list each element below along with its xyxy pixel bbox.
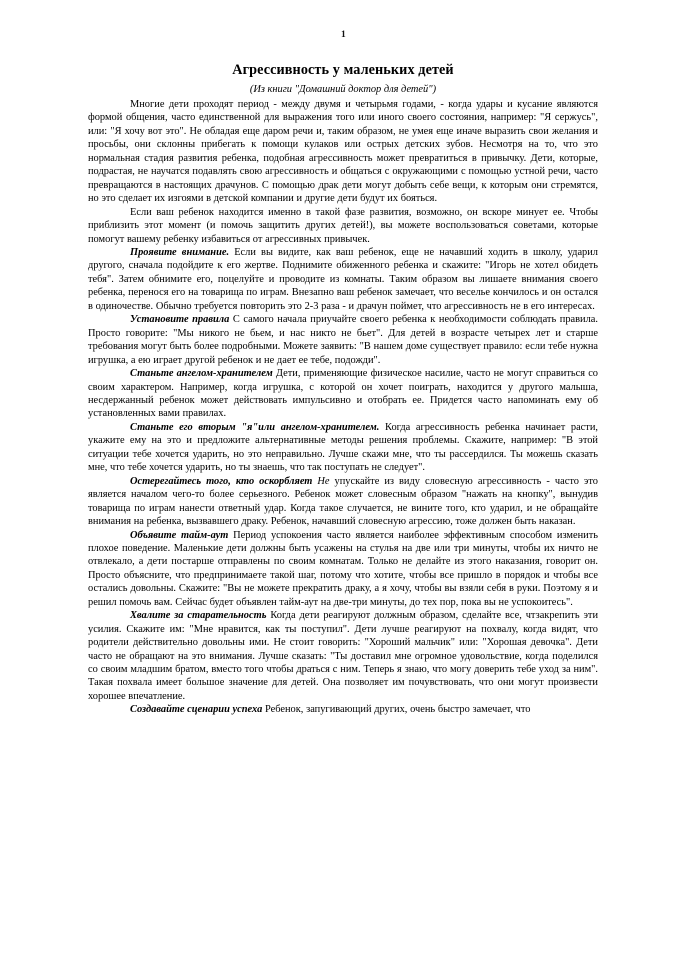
paragraph-heading: Станьте ангелом-хранителем — [130, 368, 273, 380]
page-number: 1 — [341, 30, 346, 40]
paragraph-heading: Хвалите за старательность — [130, 610, 267, 622]
document-content — [88, 62, 598, 717]
paragraph-text: Если ваш ребенок находится именно в такой фазе развития, возможно, он вскоре минует ее. Чтобы приблизить этот момент (и помочь защитить других детей!), вы можете воспользоваться советами, которые помогут вашему ребенку избавиться от агрессивных привычек. — [88, 206, 598, 245]
paragraph-text: Многие дети проходят период - между двумя и четырьмя годами, - когда удары и кусание являются формой общения, часто единственной для выражения того или иного своего состояния, например: "Я сержусь", или: "Я хочу вот это". Не обладая еще даром речи и, таким образом, не умея еще иначе выразить свои желания и просьбы, они склонны прибегать к помощи кулаков или острых детских зубов. Несмотря на то, что это нормальная стадия развития ребенка, подобная агрессивность может превратиться в привычку. Дети, которые, подрастая, не научатся подавлять свою агрессивность и общаться с окружающими с помощью устной речи, часто превращаются в настоящих драчунов. С помощью драк дети могут добыть себе вещи, к которым они стремятся, но это сделает их изгоями в детской компании и другие дети будут их бояться. — [88, 99, 598, 205]
paragraph — [88, 609, 598, 703]
paragraph — [88, 313, 598, 367]
document-subtitle: (Из книги "Домашний доктор для детей") — [249, 84, 437, 95]
paragraph-text: упускайте из виду словесную агрессивность - часто это является началом чего-то более серьезного. Ребенок может словесным образом "нажать на кнопку", вынудив товарища по играм нанести ответный удар. Когда такое случается, не вините того, кто ударил, и не обращайте внимания на ребенка, вызвавшего драку. Ребенок, начавший словесную агрессию, тоже должен быть наказан. — [88, 475, 598, 528]
paragraph-heading: Проявите внимание. — [130, 246, 230, 258]
paragraph — [88, 98, 598, 206]
paragraph — [88, 367, 598, 421]
paragraph-text: Когда дети реагируют должным образом, сделайте все, чтзакрепить эти усилия. Скажите им: "Мне нравится, как ты поступил". Дети лучше реагируют на похвалу, когда видят, что родители действительно довольны ими. Не стоит говорить: "Хороший мальчик" или: "Хорошая девочка". Дети часто не обращают на это внимания. Лучше сказать: "Ты доставил мне огромное удовольствие, когда поделился со своим младшим братом, вместо того чтобы драться с ним. Теперь я знаю, что могу доверить тебе уход за ним". Такая похвала имеет большое значение для детей. Она позволяет им почувствовать, что они могут произвести хорошее впечатление. — [88, 610, 599, 702]
paragraph — [88, 421, 598, 475]
paragraph-heading: Объявите тайм-аут — [130, 529, 229, 541]
paragraph-text: С самого начала приучайте своего ребенка к необходимости соблюдать правила. Просто говорите: "Мы никого не бьем, и нас никто не бьет". Для детей в возрасте четырех лет и старше требования могут быть более подробными. Можете заявить: "В нашем доме существует правило: если тебе нужна игрушка, а ею играет другой ребенок и не дает ее тебе, подожди". — [88, 314, 599, 366]
paragraph — [88, 246, 598, 313]
page-title: Агрессивность у маленьких детей — [232, 62, 454, 78]
paragraph — [88, 703, 598, 716]
paragraph — [88, 529, 598, 610]
paragraph-text: Если вы видите, как ваш ребенок, еще не начавший ходить в школу, ударил другого, сначала подойдите к его жертве. Поднимите обиженного ребенка и скажите: "Игорь не хотел обидеть тебя". Затем обнимите его, поцелуйте и проводите из комнаты. Таким образом вы лишаете внимания своего ребенка, перенося его на товарища по играм. Внезапно ваш ребенок замечает, что веселье кончилось и он остался в одиночестве. Обычно требуется повторить это 2-3 раза - и драчун поймет, что агрессивность не в его интересах. — [88, 246, 598, 312]
paragraph-heading: Станьте его вторым "я"или ангелом-хранителем. — [130, 421, 380, 433]
paragraph-text: Когда агрессивность ребенка начинает расти, укажите ему на это и предложите альтернативные методы решения проблемы. Скажите, например: "В этой ситуации тебе хочется ударить, но это неправильно. Лучше скажи мне, что ты рассердился. Ты можешь сказать мне, что тебе хочется ударить, но ты знаешь, что так поступать не следует". — [88, 421, 598, 474]
paragraph-heading: Установите правила — [130, 314, 230, 326]
paragraph-italic-lead: Не — [312, 475, 330, 487]
paragraph — [88, 475, 598, 529]
paragraph-heading: Создавайте сценарии успеха — [130, 704, 263, 716]
paragraph-heading: Остерегайтесь того, кто оскорбляет — [130, 475, 313, 487]
paragraph-text: Дети, применяющие физическое насилие, часто не могут справиться со своим характером. Например, когда игрушка, с которой он хочет поиграть, находится у другого малыша, несдержанный ребенок может действовать импульсивно и отобрать ее. Придется часто напоминать ему об установленных вами правилах. — [88, 368, 598, 420]
body-paragraphs — [88, 98, 598, 717]
paragraph-text: Ребенок, запугивающий других, очень быстро замечает, что — [262, 704, 531, 716]
paragraph — [88, 206, 598, 246]
paragraph-text: Период успокоения часто является наиболее эффективным способом изменить плохое поведение. Маленькие дети должны быть усажены на стулья на две или три минуты, чтобы их ничто не отвлекало, а дети постарше отправлены по своим комнатам. Только не делайте из этого наказания, говорит он. Просто объясните, что предпринимаете такой шаг, потому что хотите, чтобы все пришло в порядок и чтобы все остались довольны. Скажите: "Вы не можете прекратить драку, а я хочу, чтобы вы взяли себя в руки. Поэтому я и решил помочь вам. Сейчас будет объявлен тайм-аут на две-три минуты, до тех пор, пока вы не успокоитесь". — [88, 529, 598, 608]
